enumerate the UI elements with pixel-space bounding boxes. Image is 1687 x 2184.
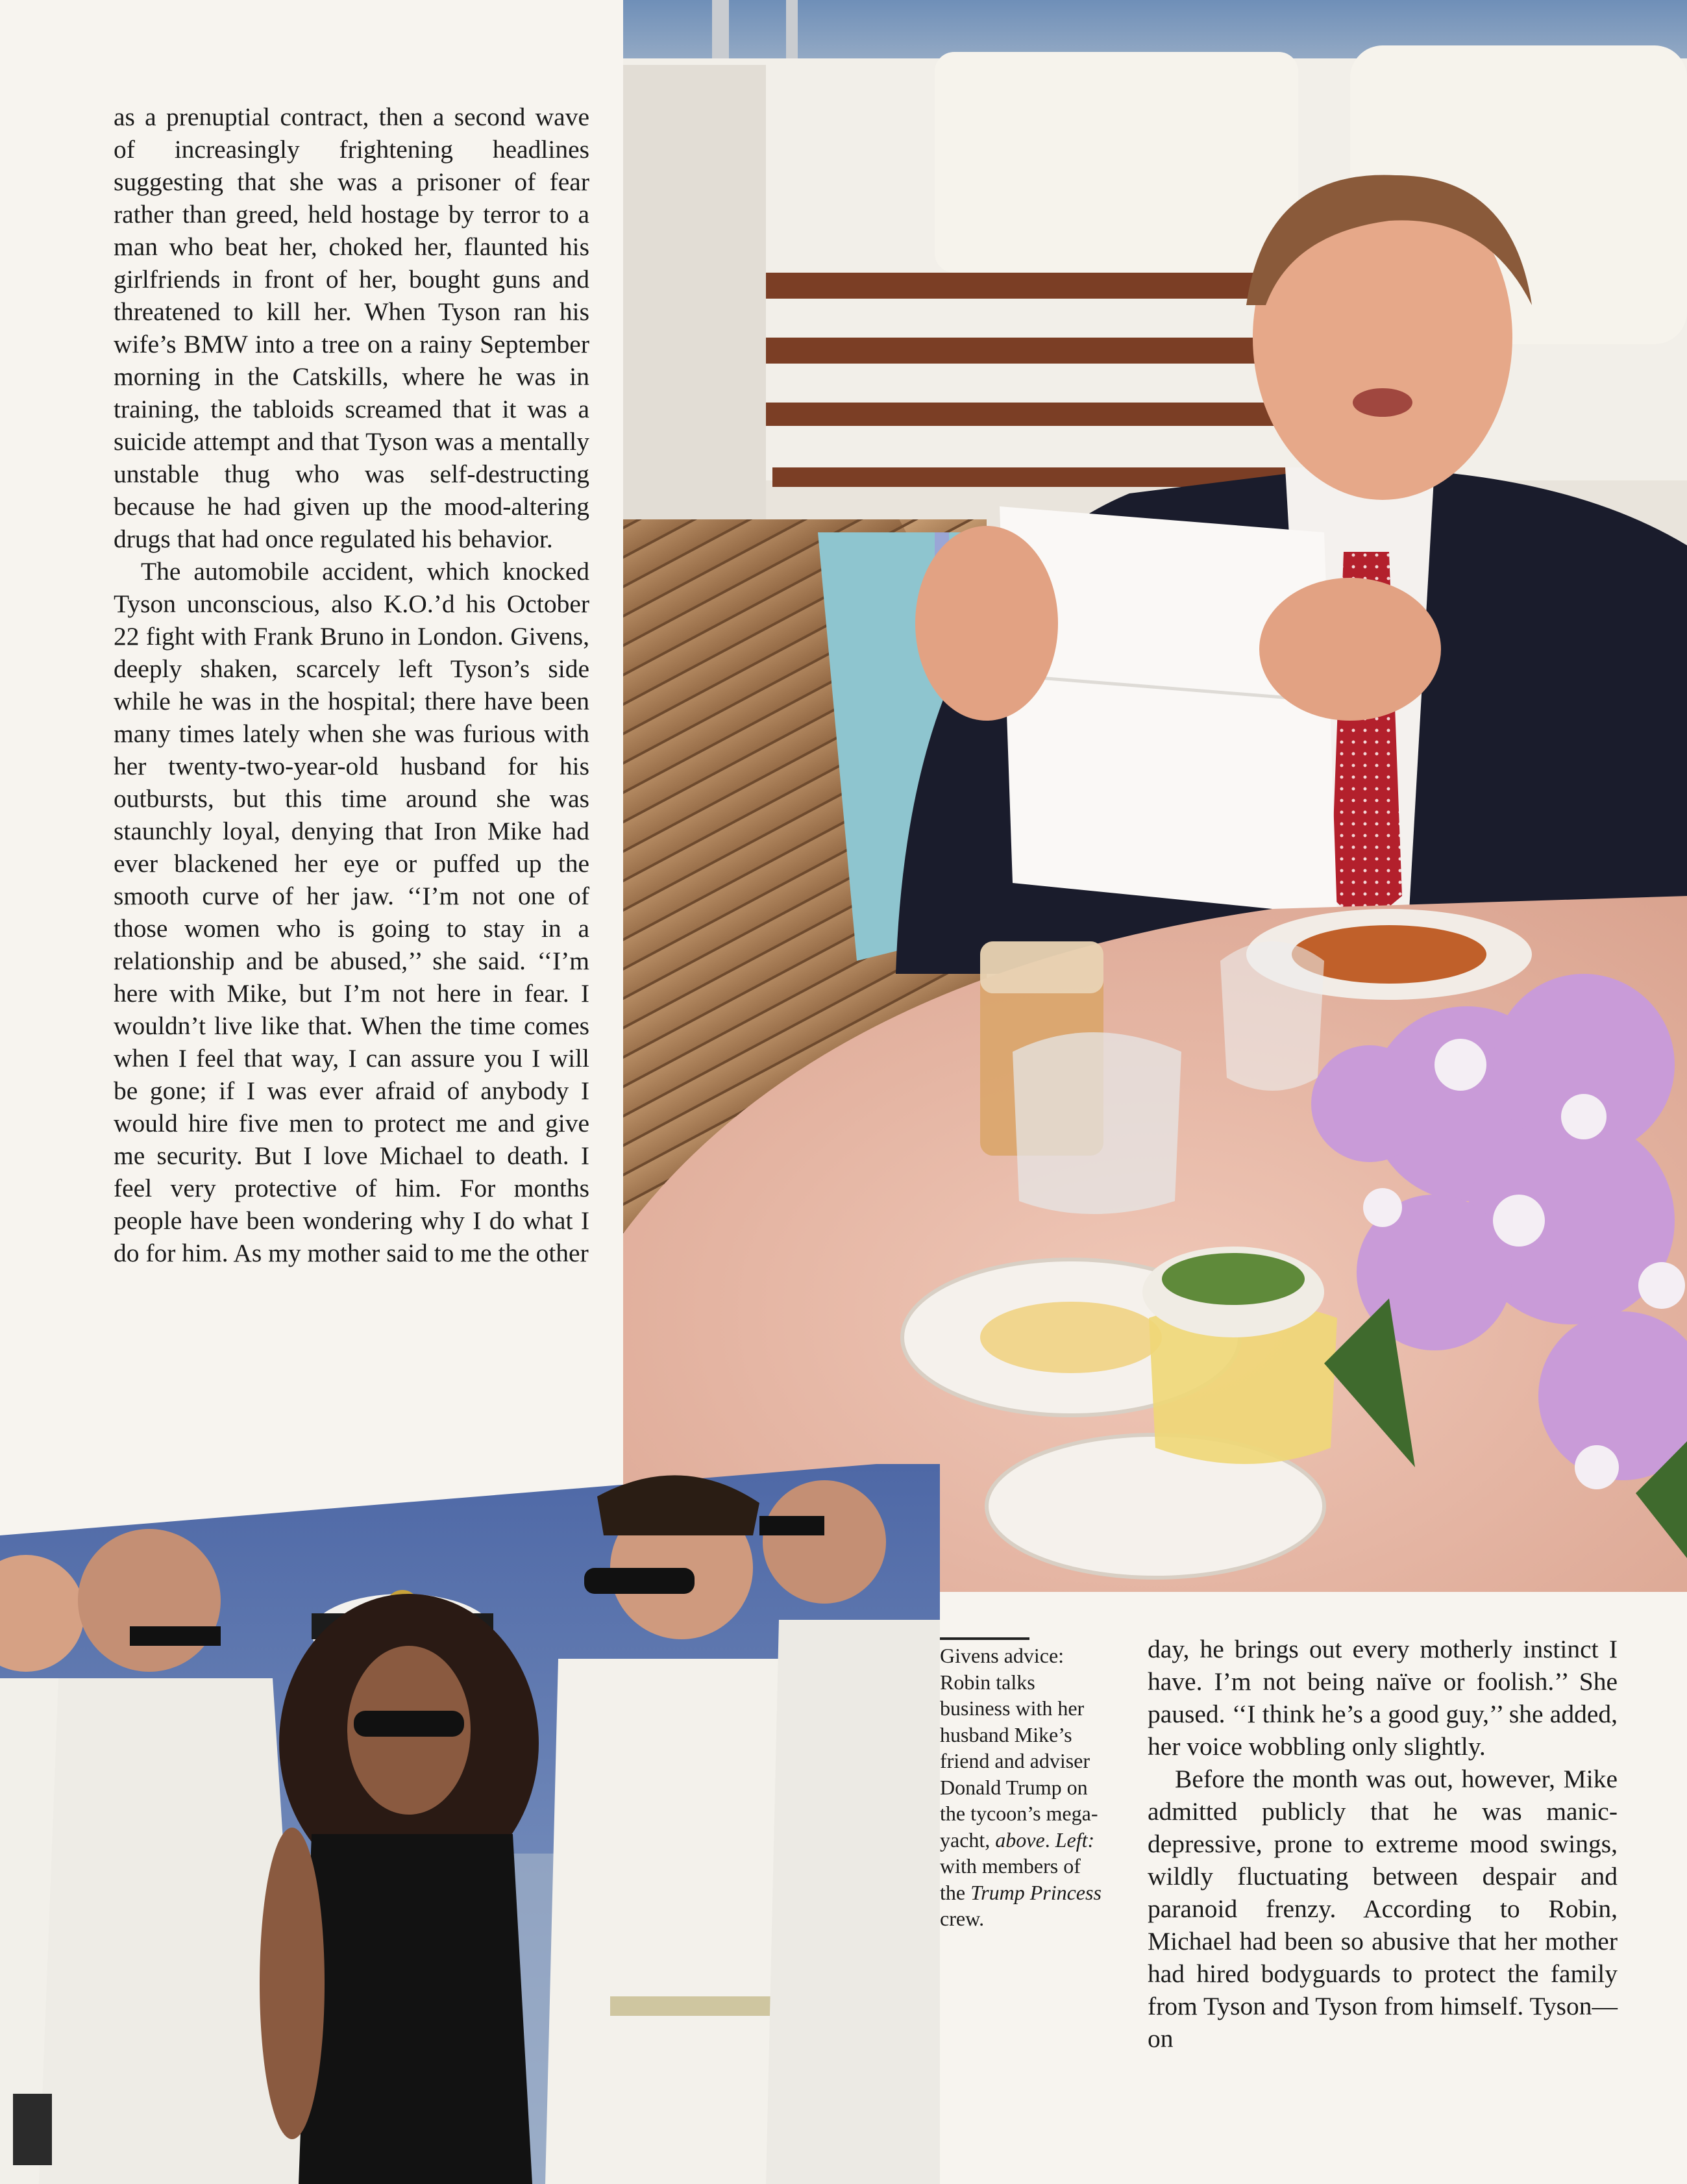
photo-caption [940, 1643, 1105, 1932]
article-paragraph: as a prenuptial contract, then a second wave of increasingly frightening headlines suggesting that she was a prisoner of fear rather than greed, held hostage by terror to a man who beat her, choked her, flaunted his girlfriends in front of her, bought guns and threatened to kill her. When Tyson ran his wife’s BMW into a tree on a rainy September morning in the Catskills, where he was in training, the tabloids screamed that it was a suicide attempt and that Tyson was a mentally unstable thug who was self-destructing because he had given up the mood-altering drugs that had once regulated his behavior. [114, 103, 589, 553]
caption-text: with members of the [940, 1854, 1081, 1904]
photo-yacht-table [623, 0, 1687, 1592]
photo-crew [0, 1464, 940, 2184]
article-paragraph: day, he brings out every motherly instinct I have. I’m not being naïve or foolish.’’ She paused. ‘‘I think he’s a good guy,’’ she added, her voice wobbling only slightly. [1148, 1635, 1618, 1761]
caption-ship-name: Trump Princess [970, 1880, 1102, 1904]
caption-above: above [995, 1828, 1045, 1852]
article-paragraph: Before the month was out, however, Mike admitted publicly that he was manic-depressive, prone to extreme mood swings, wildly fluctuating between despair and paranoid frenzy. According to Robin, Michael had been so abusive that her mother had hired bodyguards to protect the family from Tyson and Tyson from himself. Tyson—on [1148, 1765, 1618, 2053]
caption-text: crew. [940, 1907, 985, 1930]
caption-left: Left: [1055, 1828, 1095, 1852]
caption-text: . [1044, 1828, 1055, 1852]
article-paragraph: The automobile accident, which knocked Tyson unconscious, also K.O.’d his October 22 fight with Frank Bruno in London. Givens, deeply shaken, scarcely left Tyson’s side while he was in the hospital; there have been many times lately when she was furious with her twenty-two-year-old husband for his outbursts, but this time around she was staunchly loyal, denying that Iron Mike had ever blackened her eye or puffed up the smooth curve of her jaw. ‘‘I’m not one of those women who is going to stay in a relationship and be abused,’’ she said. ‘‘I’m here with Mike, but I’m not here in fear. I wouldn’t live like that. When the time comes when I feel that way, I can assure you I will be gone; if I was ever afraid of anybody I would hire five men to protect me and give me security. But I love Michael to death. I feel very protective of him. For months people have been wondering why I do what I do for him. As my mother said to me the other [114, 557, 589, 1267]
article-column-right [1148, 1633, 1618, 2055]
caption-rule [940, 1637, 1029, 1640]
caption-text: Givens advice: Robin talks business with her husband Mike’s friend and adviser Donald Trump on the tycoon’s mega-yacht, [940, 1644, 1098, 1852]
article-column-left [114, 101, 589, 1269]
